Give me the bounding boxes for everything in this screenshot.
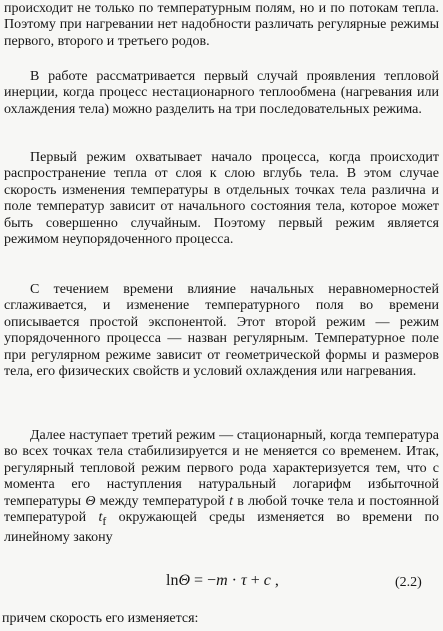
paragraph-4: С течением времени влияние начальных неравномерностей сглаживается, и изменение температурного поля во времени описывается простой экспонентой. Этот второй режим — режим упорядоченного процесса — назван регулярным. Температурное поле при регулярном режиме зависит от геометрической формы и размеров тела, его физических свойств и условий охлаждения или нагревания. <box>4 282 439 380</box>
formula-m: m <box>216 572 228 589</box>
formula-c: c <box>263 572 271 589</box>
equation-2-2 <box>166 572 279 590</box>
formula-ln: ln <box>166 572 179 589</box>
formula-dot: · <box>227 572 241 589</box>
paragraph-5-part-a: Далее наступает третий режим — стационарный, когда температура во всех точках тела стабилизируется и не меняется со временем. Итак, регулярный тепловой режим первого рода характеризуется тем, что с момента его наступления натуральный логарифм избыточной температуры <box>4 428 439 509</box>
paragraph-1: происходит не только по температурным полям, но и по потокам тепла. Поэтому при нагревании нет надобности различать регулярные режимы первого, второго и третьего родов. <box>4 1 439 49</box>
tf-symbol: t <box>98 510 103 526</box>
paragraph-5-part-d: окружающей среды изменяется во времени по линейному закону <box>4 510 439 546</box>
theta-symbol: Θ <box>85 493 96 509</box>
formula-theta: Θ <box>178 572 191 589</box>
t-symbol: t <box>229 493 234 509</box>
formula-tau: τ <box>240 572 247 589</box>
paragraph-5-part-c: в любой точке тела и постоянной температурой <box>4 493 439 526</box>
equation-number: (2.2) <box>395 575 422 590</box>
tf-subscript: f <box>102 514 107 528</box>
paragraph-5 <box>4 428 439 547</box>
formula-equals-minus: = − <box>190 572 217 589</box>
formula-plus: + <box>246 572 264 589</box>
formula-comma: , <box>270 572 279 589</box>
paragraph-3: Первый режим охватывает начало процесса, когда происходит распространение тепла от слоя к слою вглубь тела. В этом случае скорость изменения температуры в отдельных точках тела различна и поле температур зависит от начального состояния тела, которое может быть совершенно случайным. Поэтому первый режим является режимом неупорядоченного процесса. <box>4 150 439 248</box>
paragraph-5-part-b: между температурой <box>95 493 230 509</box>
paragraph-2: В работе рассматривается первый случай проявления тепловой инерции, когда процесс нестационарного теплообмена (нагревания или охлаждения тела) можно разделить на три последовательных режима. <box>4 69 439 117</box>
last-line: причем скорость его изменяется: <box>2 611 199 626</box>
